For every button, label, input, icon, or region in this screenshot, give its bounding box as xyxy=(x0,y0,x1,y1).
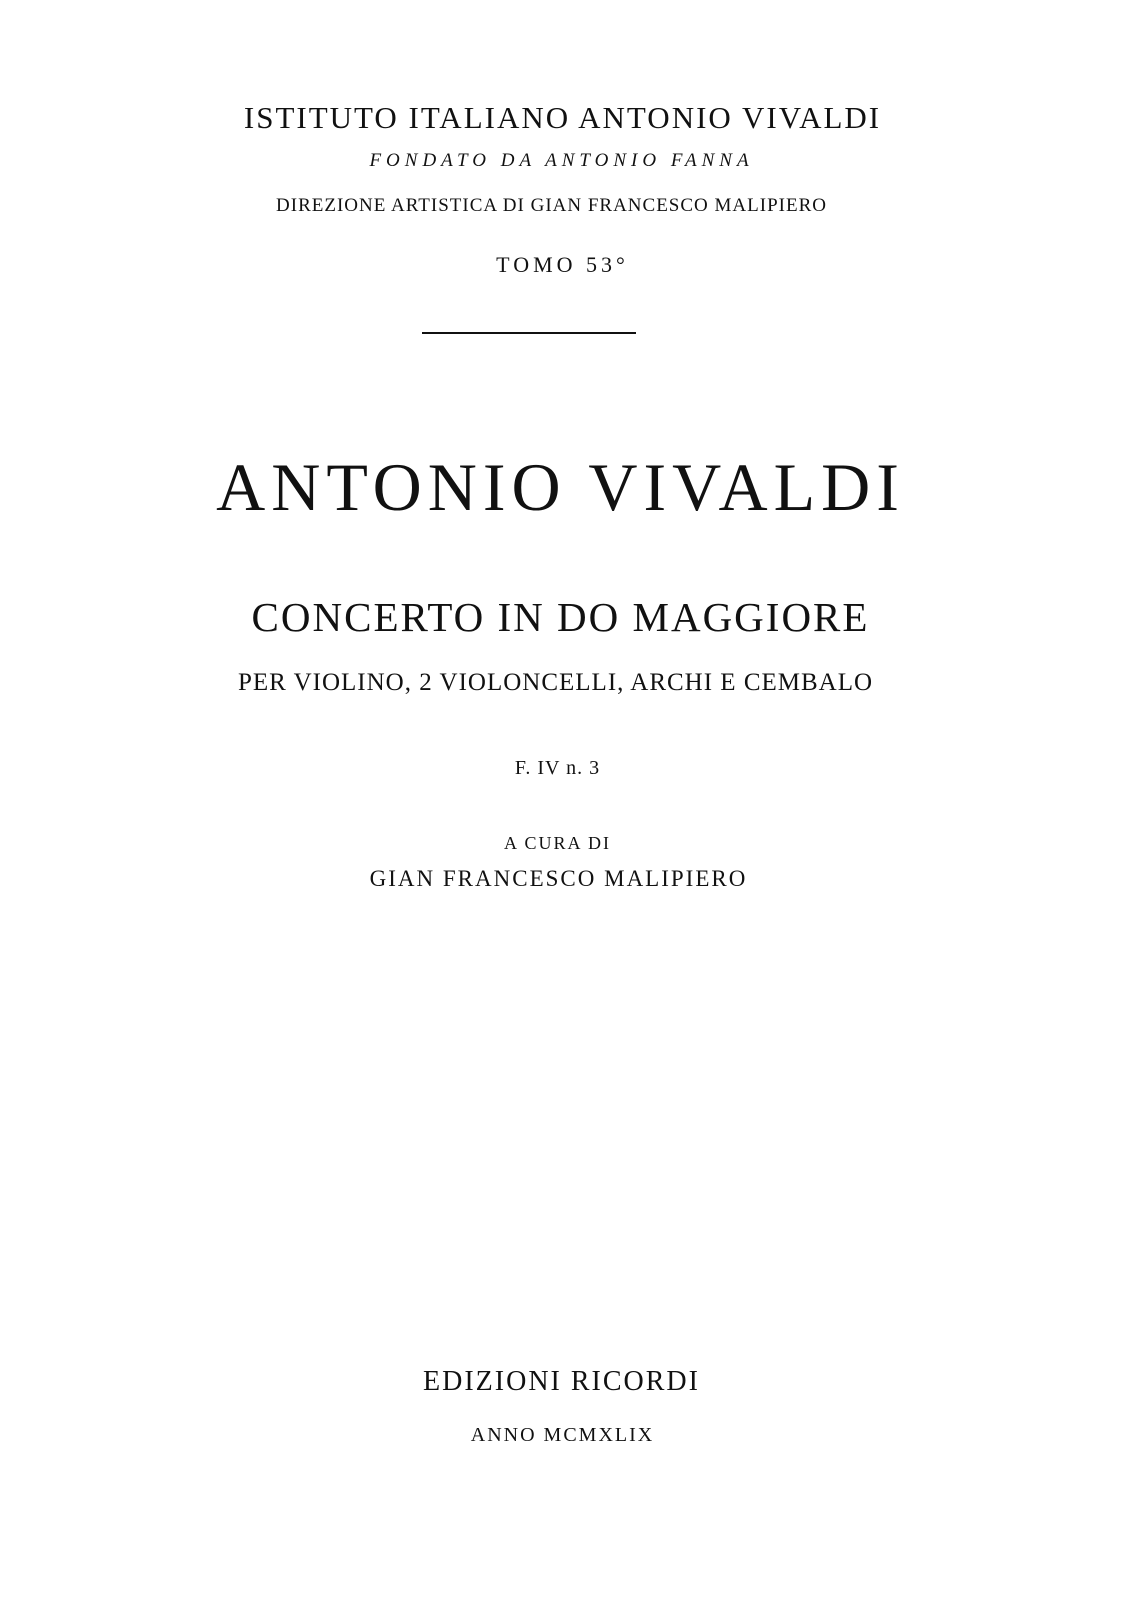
edited-by-label: A CURA DI xyxy=(503,833,611,853)
institute-name: ISTITUTO ITALIANO ANTONIO VIVALDI xyxy=(243,100,882,135)
composer-name: ANTONIO VIVALDI xyxy=(216,449,905,525)
volume-number: TOMO 53° xyxy=(496,252,629,277)
scoring-line: PER VIOLINO, 2 VIOLONCELLI, ARCHI E CEMBALO xyxy=(237,669,874,696)
publication-year: ANNO MCMXLIX xyxy=(470,1424,655,1446)
editor-name: GIAN FRANCESCO MALIPIERO xyxy=(369,866,748,891)
work-title: CONCERTO IN DO MAGGIORE xyxy=(251,594,870,640)
publisher-name: EDIZIONI RICORDI xyxy=(423,1366,700,1397)
catalog-number: F. IV n. 3 xyxy=(514,757,601,779)
founder-line: FONDATO DA ANTONIO FANNA xyxy=(369,150,754,171)
artistic-direction-line: DIREZIONE ARTISTICA DI GIAN FRANCESCO MALIPIERO xyxy=(276,195,827,216)
divider-rule xyxy=(422,332,636,334)
